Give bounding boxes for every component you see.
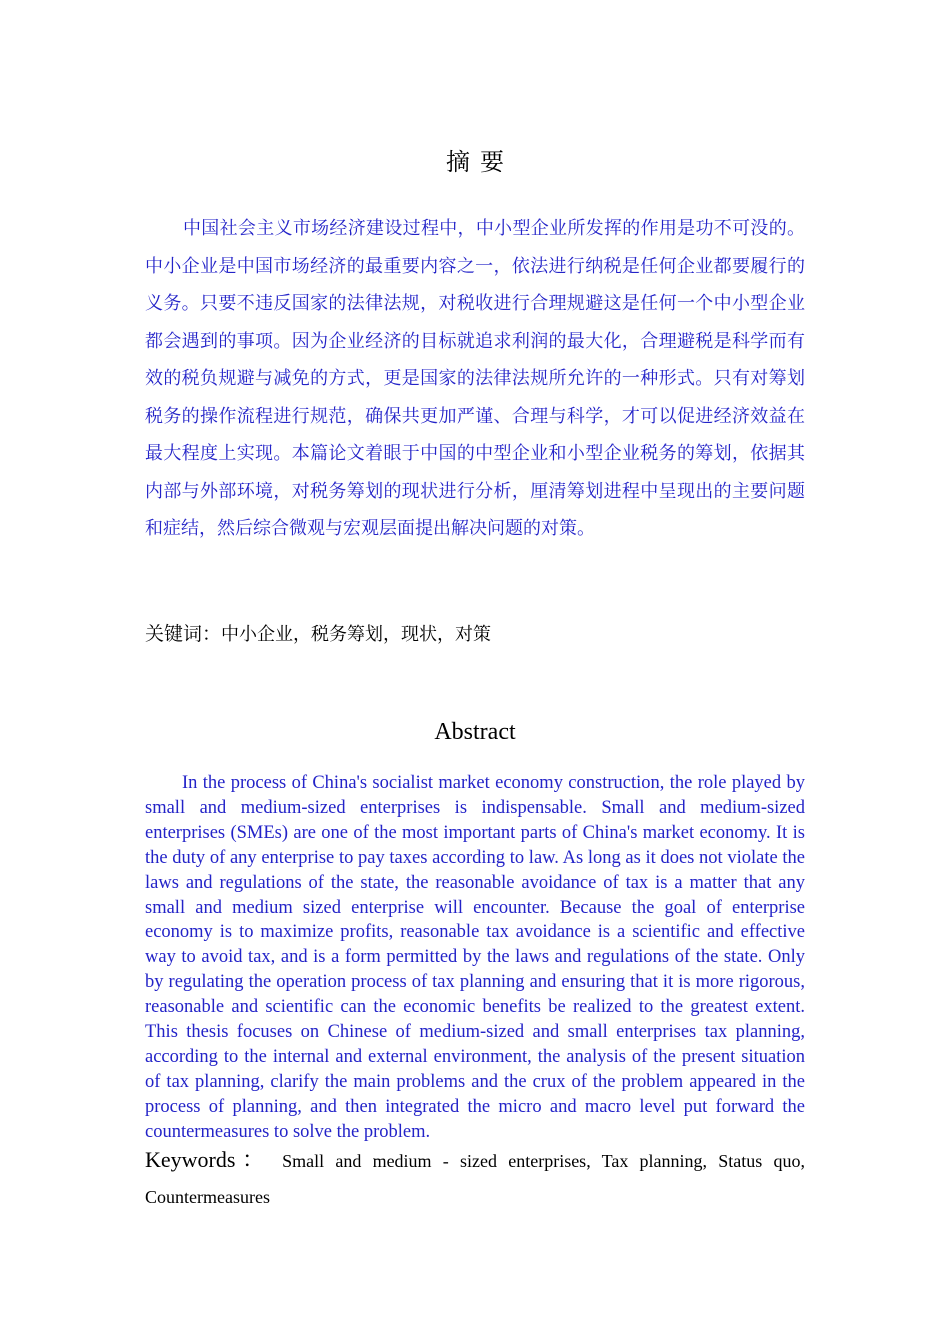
chinese-keywords-list: 中小企业，税务筹划，现状，对策 <box>221 624 492 645</box>
english-abstract-body: In the process of China's socialist market economy construction, the role played by small and medium-sized enterprises is indispensable. Small and medium-sized enterprises (SMEs) are one of the most important parts of China's market economy. It is the duty of any enterprise to pay taxes according to law. As long as it does not violate the laws and regulations of the state, the reasonable avoidance of tax is a matter that any small and medium sized enterprise will encounter. Because the goal of enterprise economy is to maximize profits, reasonable tax avoidance is a scientific and effective way to avoid tax, and is a form permitted by the laws and regulations of the state. Only by regulating the operation process of tax planning and ensuring that it is more rigorous, reasonable and scientific can the economic benefits be realized to the greatest extent. This thesis focuses on Chinese of medium-sized and small enterprises tax planning, according to the internal and external environment, the analysis of the present situation of tax planning, clarify the main problems and the crux of the problem appeared in the process of planning, and then integrated the micro and macro level put forward the countermeasures to solve the problem. <box>145 773 805 1142</box>
english-keywords <box>145 1142 805 1215</box>
english-keywords-list: Small and medium - sized enterprises, Tax planning, Status quo, Countermeasures <box>145 1151 805 1207</box>
english-abstract-title: Abstract <box>434 719 516 745</box>
chinese-keywords <box>145 618 805 651</box>
chinese-abstract-body: 中国社会主义市场经济建设过程中，中小型企业所发挥的作用是功不可没的。中小企业是中国市场经济的最重要内容之一，依法进行纳税是任何企业都要履行的义务。只要不违反国家的法律法规，对税收进行合理规避这是任何一个中小型企业都会遇到的事项。因为企业经济的目标就追求利润的最大化，合理避税是科学而有效的税负规避与减免的方式，更是国家的法律法规所允许的一种形式。只有对筹划税务的操作流程进行规范，确保共更加严谨、合理与科学，才可以促进经济效益在最大程度上实现。本篇论文着眼于中国的中型企业和小型企业税务的筹划，依据其内部与外部环境，对税务筹划的现状进行分析，厘清筹划进程中呈现出的主要问题和症结，然后综合微观与宏观层面提出解决问题的对策。 <box>145 218 805 539</box>
english-keywords-label: Keywords： <box>145 1147 271 1172</box>
chinese-abstract-title: 摘要 <box>446 148 514 176</box>
chinese-keywords-label: 关键词： <box>145 623 222 645</box>
